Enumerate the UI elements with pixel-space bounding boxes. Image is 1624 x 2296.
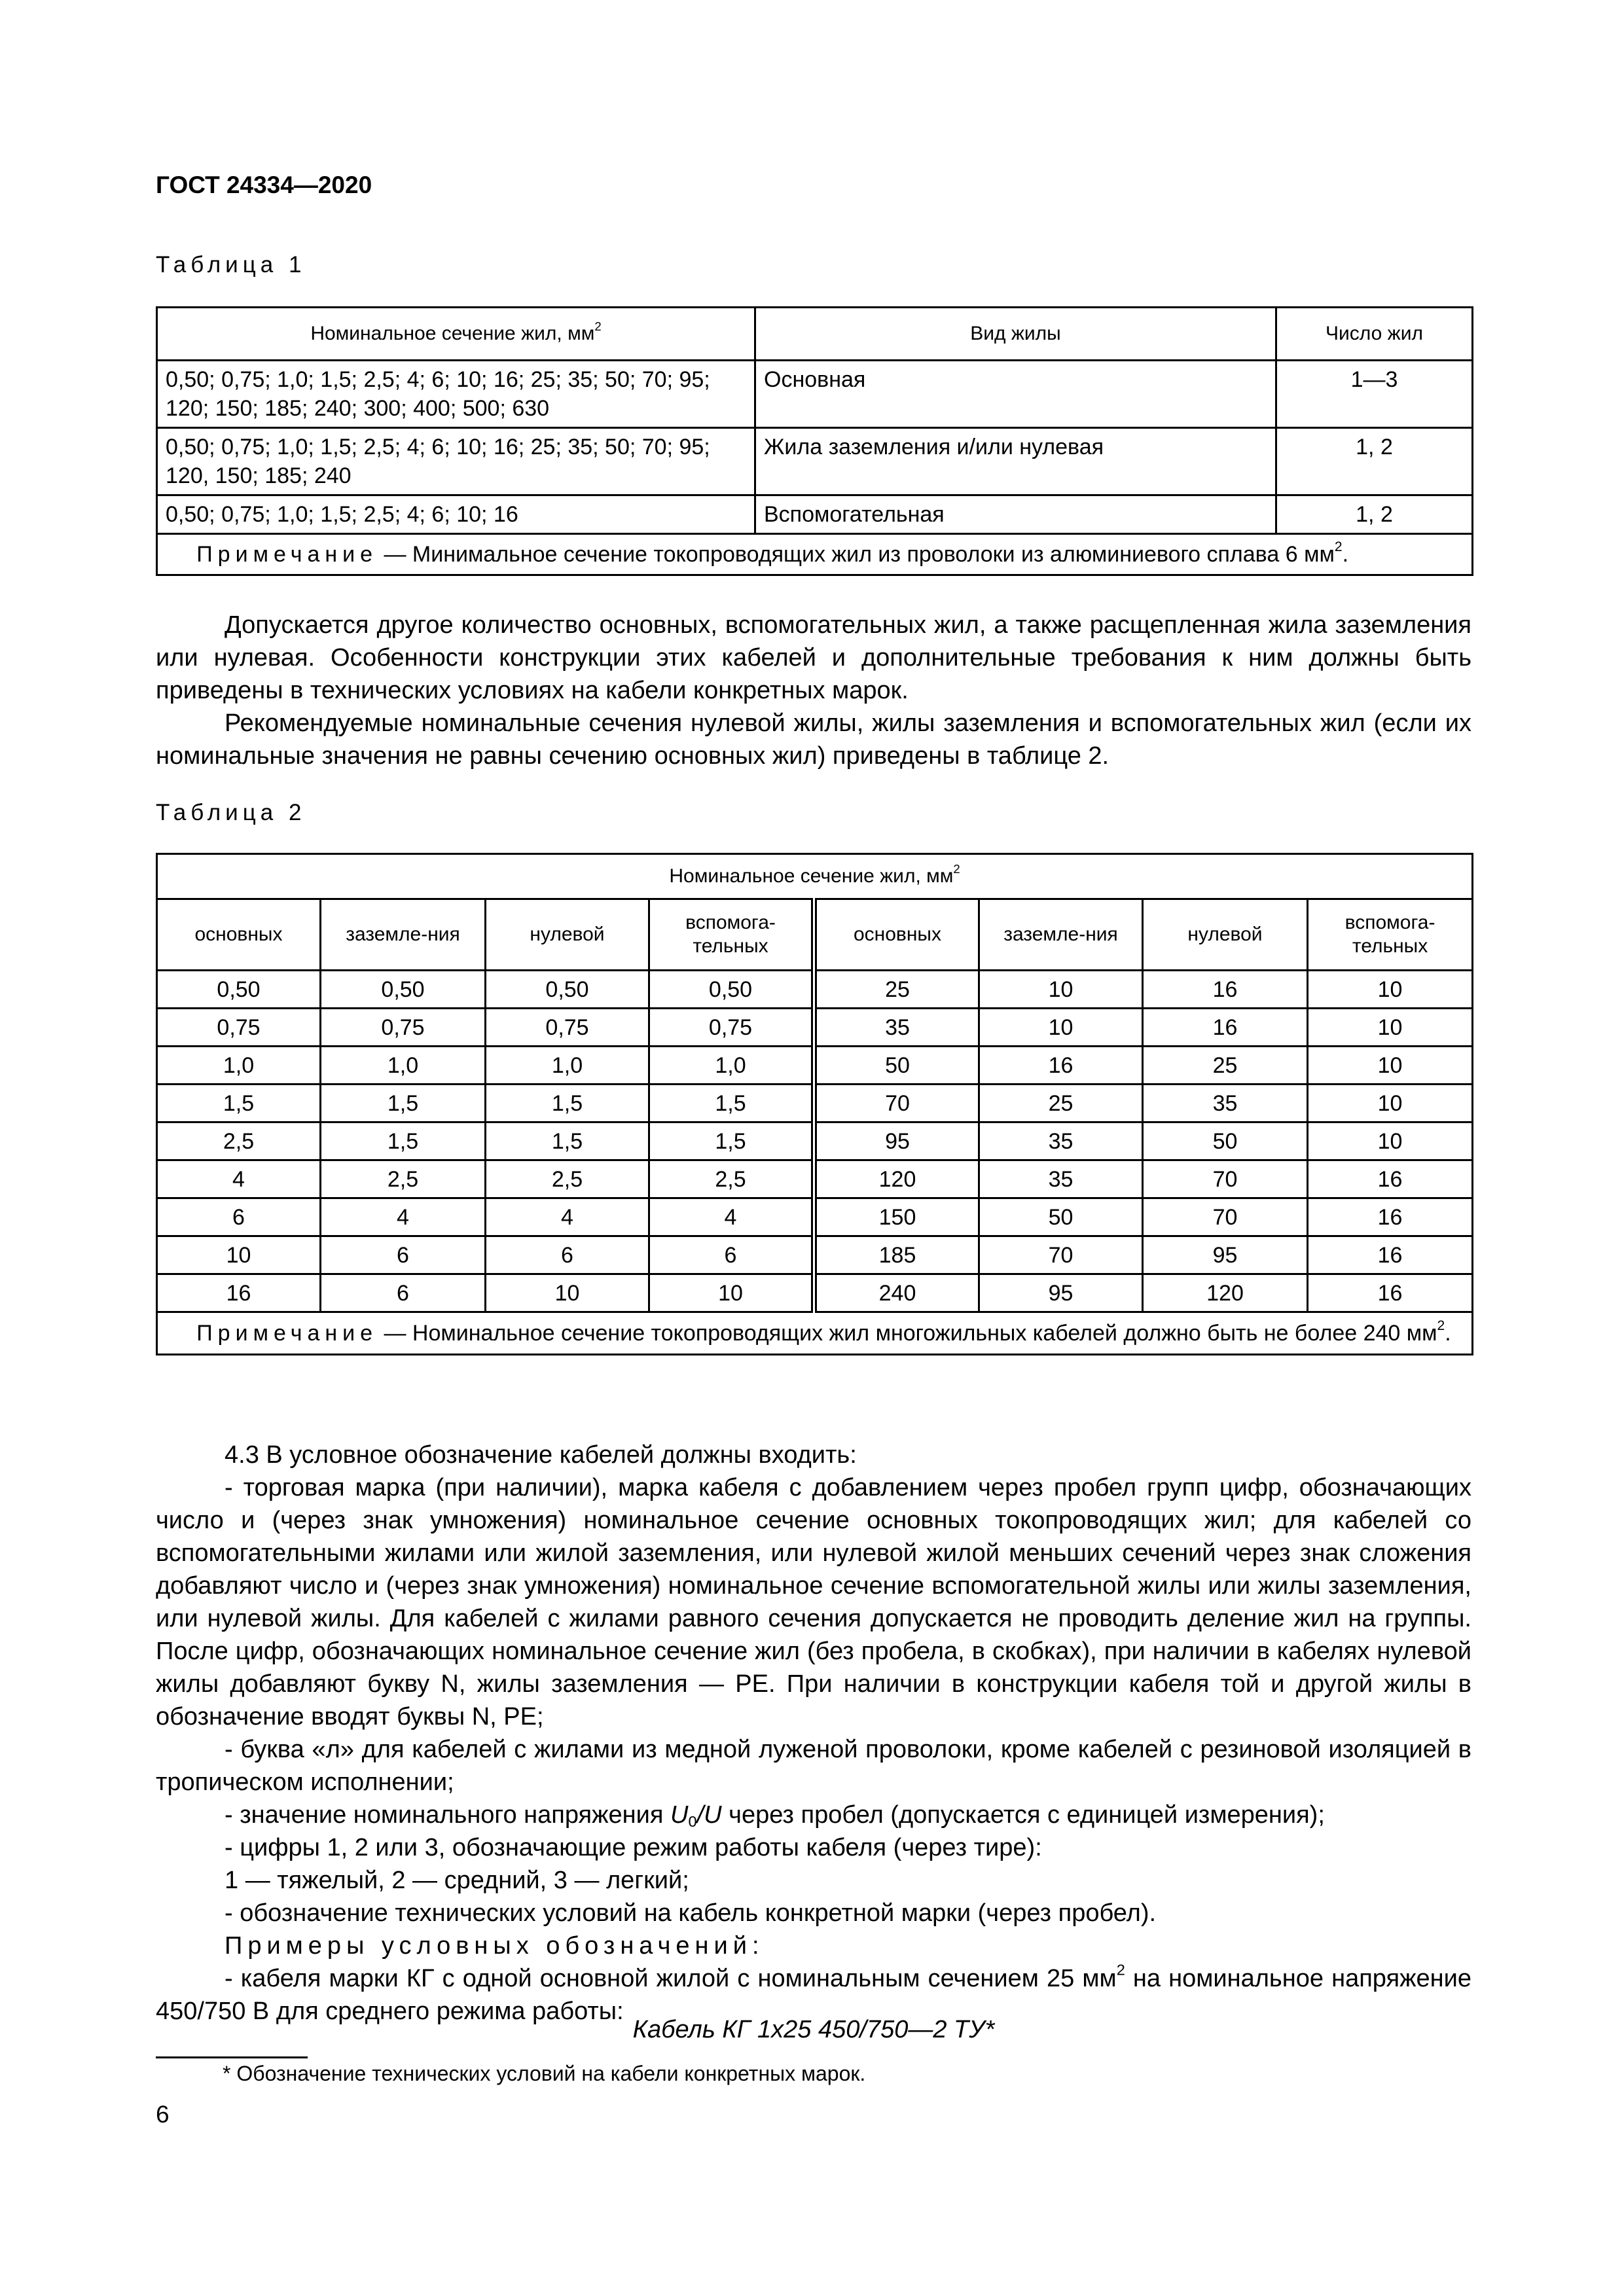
table2-cell: 70 [1143, 1198, 1308, 1236]
table2-header-row [157, 899, 1473, 971]
paragraph: Допускается другое количество основных, вспомогательных жил, а также расщепленная жила заземления или нулевая. Особенности конструкции этих кабелей и дополнительные требования к ним должны быть приведены в технических условиях на кабели конкретных марок. [156, 611, 1471, 704]
table2-cell: 4 [649, 1198, 814, 1236]
table2-cell: 95 [979, 1274, 1143, 1312]
table1-cell-count: 1, 2 [1276, 428, 1473, 495]
table2-cell: 35 [979, 1122, 1143, 1160]
table2-cell: 185 [814, 1236, 979, 1274]
table2-cell: 4 [321, 1198, 486, 1236]
table2-col-header: вспомога-тельных [649, 899, 814, 971]
table2-cell: 6 [321, 1236, 486, 1274]
table2 [156, 853, 1473, 1355]
table2-cell: 4 [157, 1160, 321, 1198]
table2-cell: 95 [1143, 1236, 1308, 1274]
table2-cell: 16 [1143, 971, 1308, 1009]
table2-cell: 1,5 [157, 1085, 321, 1122]
table2-col-header: заземле-ния [979, 899, 1143, 971]
table1 [156, 306, 1473, 576]
table2-col-header: заземле-ния [321, 899, 486, 971]
table1-cell-section: 0,50; 0,75; 1,0; 1,5; 2,5; 4; 6; 10; 16; 25; 35; 50; 70; 95; 120, 150; 185; 240 [157, 428, 755, 495]
table2-cell: 1,0 [486, 1047, 649, 1085]
table2-cell: 120 [814, 1160, 979, 1198]
table1-cell-section: 0,50; 0,75; 1,0; 1,5; 2,5; 4; 6; 10; 16; 25; 35; 50; 70; 95; 120; 150; 185; 240; 300; 400; 500; 630 [157, 361, 755, 428]
table-row [157, 1274, 1473, 1312]
table2-cell: 50 [814, 1047, 979, 1085]
table2-top-header: Номинальное сечение жил, $мм^2$ [157, 854, 1473, 899]
table-row [157, 1122, 1473, 1160]
list-item: - торговая марка (при наличии), марка кабеля с добавлением через пробел групп цифр, обозначающих число и (через знак умножения) номинальное сечение основных токопроводящих жил; для кабелей со вспомогательными жилами или жилой заземления, или нулевой жилой меньших сечений через знак сложения добавляют число и (через знак умножения) номинальное сечение вспомогательной жилы или жилы заземления, или нулевой жилы. Для кабелей с жилами равного сечения допускается не проводить деление жил на группы. После цифр, обозначающих номинальное сечение жил (без пробела, в скобках), при наличии в кабелях нулевой жилы добавляют букву N, жилы заземления — PE. При наличии в конструкции кабеля той и другой жилы в обозначение вводят буквы N, PE; [156, 1474, 1471, 1731]
table2-cell: 10 [1308, 971, 1473, 1009]
table1-cell-type: Жила заземления и/или нулевая [755, 428, 1276, 495]
table2-cell: 6 [157, 1198, 321, 1236]
table1-header-count: Число жил [1276, 308, 1473, 361]
table2-cell: 6 [486, 1236, 649, 1274]
list-item: - обозначение технических условий на кабель конкретной марки (через пробел). [225, 1899, 1157, 1927]
table1-cell-section: 0,50; 0,75; 1,0; 1,5; 2,5; 4; 6; 10; 16 [157, 495, 755, 534]
table2-cell: 25 [814, 971, 979, 1009]
table2-cell: 120 [1143, 1274, 1308, 1312]
table1-note-row [157, 534, 1473, 575]
list-item: - буква «л» для кабелей с жилами из медной луженой проволоки, кроме кабелей с резиновой изоляцией в тропическом исполнении; [156, 1736, 1471, 1796]
footnote: * Обозначение технических условий на кабели конкретных марок. [223, 2062, 866, 2085]
table2-cell: 1,0 [321, 1047, 486, 1085]
list-item: - кабеля марки КГ с одной основной жилой с номинальным сечением 25 $мм^2$ на номинальное напряжение 450/750 В для среднего режима работы: [156, 1961, 1471, 2025]
table2-col-header: основных [157, 899, 321, 971]
table2-cell: 25 [1143, 1047, 1308, 1085]
table2-cell: 0,50 [157, 971, 321, 1009]
table1-note: Примечание — Минимальное сечение токопроводящих жил из проволоки из алюминиевого сплава 6 $мм^2$. [157, 534, 1473, 575]
table-row [157, 1160, 1473, 1198]
table2-cell: 1,5 [486, 1085, 649, 1122]
paragraph: Рекомендуемые номинальные сечения нулевой жилы, жилы заземления и вспомогательных жил (если их номинальные значения не равны сечению основных жил) приведены в таблице 2. [156, 709, 1471, 770]
table2-cell: 2,5 [321, 1160, 486, 1198]
table-row [157, 1047, 1473, 1085]
table2-cell: 70 [814, 1085, 979, 1122]
table2-top-header-row [157, 854, 1473, 899]
intro-paragraphs [156, 609, 1471, 772]
page-number: 6 [156, 2101, 170, 2128]
table2-cell: 25 [979, 1085, 1143, 1122]
table2-cell: 0,75 [649, 1009, 814, 1047]
table2-cell: 10 [1308, 1009, 1473, 1047]
table2-cell: 0,50 [649, 971, 814, 1009]
table2-cell: 1,5 [321, 1085, 486, 1122]
table1-caption: Таблица 1 [156, 252, 306, 278]
table2-cell: 0,50 [321, 971, 486, 1009]
table2-cell: 10 [157, 1236, 321, 1274]
footnote-divider [156, 2056, 308, 2058]
list-item: 1 — тяжелый, 2 — средний, 3 — легкий; [225, 1867, 689, 1894]
table2-cell: 1,5 [649, 1085, 814, 1122]
table2-cell: 16 [1143, 1009, 1308, 1047]
table2-cell: 35 [814, 1009, 979, 1047]
table2-cell: 2,5 [157, 1122, 321, 1160]
table2-cell: 2,5 [486, 1160, 649, 1198]
table2-cell: 10 [1308, 1122, 1473, 1160]
table2-cell: 35 [979, 1160, 1143, 1198]
section-4-3 [156, 1439, 1471, 2028]
table-row [157, 971, 1473, 1009]
table2-cell: 50 [1143, 1122, 1308, 1160]
table2-cell: 150 [814, 1198, 979, 1236]
table2-col-header: вспомога-тельных [1308, 899, 1473, 971]
table2-cell: 10 [979, 1009, 1143, 1047]
table2-cell: 240 [814, 1274, 979, 1312]
table2-cell: 10 [1308, 1047, 1473, 1085]
example-formula: Кабель КГ 1х25 450/750—2 ТУ* [632, 2016, 995, 2043]
table2-cell: 95 [814, 1122, 979, 1160]
table-row [157, 1198, 1473, 1236]
table1-cell-count: 1—3 [1276, 361, 1473, 428]
table2-cell: 10 [979, 971, 1143, 1009]
table2-note: Примечание — Номинальное сечение токопроводящих жил многожильных кабелей должно быть не более 240 $мм^2$. [157, 1312, 1473, 1355]
list-item: - значение номинального напряжения $U_0/U$ через пробел (допускается с единицей измерения); [225, 1801, 1325, 1830]
table2-cell: 70 [1143, 1160, 1308, 1198]
table2-cell: 35 [1143, 1085, 1308, 1122]
table2-cell: 1,5 [649, 1122, 814, 1160]
table1-cell-count: 1, 2 [1276, 495, 1473, 534]
table2-col-header: нулевой [1143, 899, 1308, 971]
table2-cell: 16 [1308, 1198, 1473, 1236]
table2-cell: 1,5 [486, 1122, 649, 1160]
table-row [157, 428, 1473, 495]
table-row [157, 361, 1473, 428]
table2-cell: 10 [486, 1274, 649, 1312]
table1-cell-type: Основная [755, 361, 1276, 428]
table1-header-type: Вид жилы [755, 308, 1276, 361]
table2-col-header: основных [814, 899, 979, 971]
table2-col-header: нулевой [486, 899, 649, 971]
table1-header-row [157, 308, 1473, 361]
table2-cell: 70 [979, 1236, 1143, 1274]
table2-cell: 16 [1308, 1160, 1473, 1198]
table2-cell: 16 [1308, 1236, 1473, 1274]
table2-cell: 2,5 [649, 1160, 814, 1198]
table2-cell: 1,0 [157, 1047, 321, 1085]
table-row [157, 1236, 1473, 1274]
table-row [157, 1085, 1473, 1122]
table2-cell: 1,0 [649, 1047, 814, 1085]
examples-title: Примеры условных обозначений: [225, 1932, 765, 1960]
table2-caption: Таблица 2 [156, 800, 306, 825]
table2-cell: 10 [649, 1274, 814, 1312]
table2-cell: 50 [979, 1198, 1143, 1236]
table2-cell: 1,5 [321, 1122, 486, 1160]
section-intro: 4.3 В условное обозначение кабелей должны входить: [225, 1441, 857, 1469]
table2-cell: 10 [1308, 1085, 1473, 1122]
table2-cell: 16 [1308, 1274, 1473, 1312]
list-item: - цифры 1, 2 или 3, обозначающие режим работы кабеля (через тире): [225, 1834, 1042, 1861]
table-row [157, 1009, 1473, 1047]
table-row [157, 495, 1473, 534]
table1-cell-type: Вспомогательная [755, 495, 1276, 534]
standard-header: ГОСТ 24334—2020 [156, 171, 372, 198]
table2-cell: 0,75 [486, 1009, 649, 1047]
table2-note-row [157, 1312, 1473, 1355]
table2-cell: 0,50 [486, 971, 649, 1009]
table2-cell: 0,75 [157, 1009, 321, 1047]
table1-header-section: Номинальное сечение жил, $мм^2$ [157, 308, 755, 361]
table2-cell: 6 [649, 1236, 814, 1274]
table2-cell: 16 [979, 1047, 1143, 1085]
table2-cell: 0,75 [321, 1009, 486, 1047]
table2-cell: 16 [157, 1274, 321, 1312]
table2-cell: 6 [321, 1274, 486, 1312]
table2-cell: 4 [486, 1198, 649, 1236]
